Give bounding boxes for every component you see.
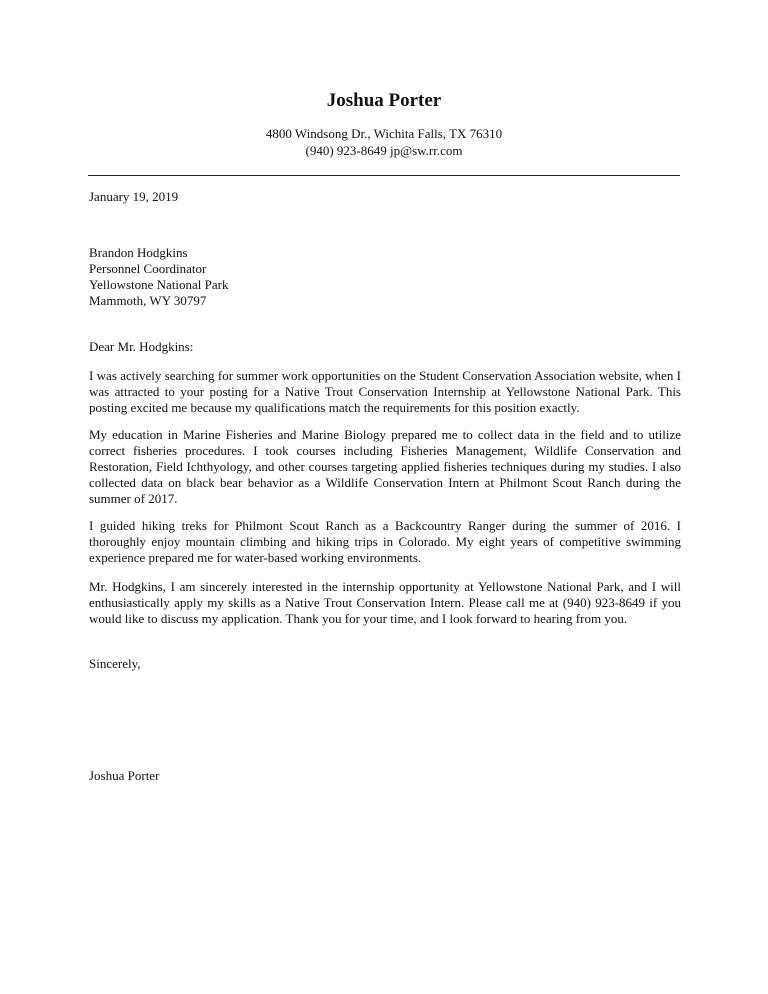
- letter-date: January 19, 2019: [89, 189, 179, 204]
- body-paragraph: Mr. Hodgkins, I am sincerely interested in the internship opportunity at Yellowstone National Park, and I will enthusiastically apply my skills as a Native Trout Conservation Intern. Please call me at (940) 923-8649 if you would like to discuss my application. Thank you for your time, and I look forward to hearing from you.: [89, 579, 681, 626]
- recipient-name: Brandon Hodgkins: [89, 245, 188, 260]
- body-paragraph: I guided hiking treks for Philmont Scout Ranch as a Backcountry Ranger during the summer of 2016. I thoroughly enjoy mountain climbing and hiking trips in Colorado. My eight years of competitive swimming experience prepared me for water-based working environments.: [89, 518, 681, 565]
- sender-phone-email: (940) 923-8649 jp@sw.rr.com: [305, 143, 463, 158]
- recipient-organization: Yellowstone National Park: [89, 277, 229, 292]
- header-divider: [88, 175, 680, 176]
- salutation: Dear Mr. Hodgkins:: [89, 339, 194, 354]
- sender-name: Joshua Porter: [326, 90, 442, 111]
- recipient-city-state-zip: Mammoth, WY 30797: [89, 293, 207, 308]
- body-paragraph: My education in Marine Fisheries and Marine Biology prepared me to collect data in the field and to utilize correct fisheries procedures. I took courses including Fisheries Management, Wildlife Conservation and Restoration, Field Ichthyology, and other courses targeting applied fisheries techniques during my studies. I also collected data on black bear behavior as a Wildlife Conservation Intern at Philmont Scout Ranch during the summer of 2017.: [89, 427, 681, 506]
- sender-address: 4800 Windsong Dr., Wichita Falls, TX 76310: [265, 126, 503, 141]
- recipient-block: [89, 245, 681, 309]
- signer-name: Joshua Porter: [89, 768, 160, 783]
- body-paragraph: I was actively searching for summer work opportunities on the Student Conservation Association website, when I was attracted to your posting for a Native Trout Conservation Internship at Yellowstone National Park. This posting excited me because my qualifications match the requirements for this position exactly.: [89, 368, 681, 415]
- recipient-title: Personnel Coordinator: [89, 261, 207, 276]
- closing: Sincerely,: [89, 656, 141, 671]
